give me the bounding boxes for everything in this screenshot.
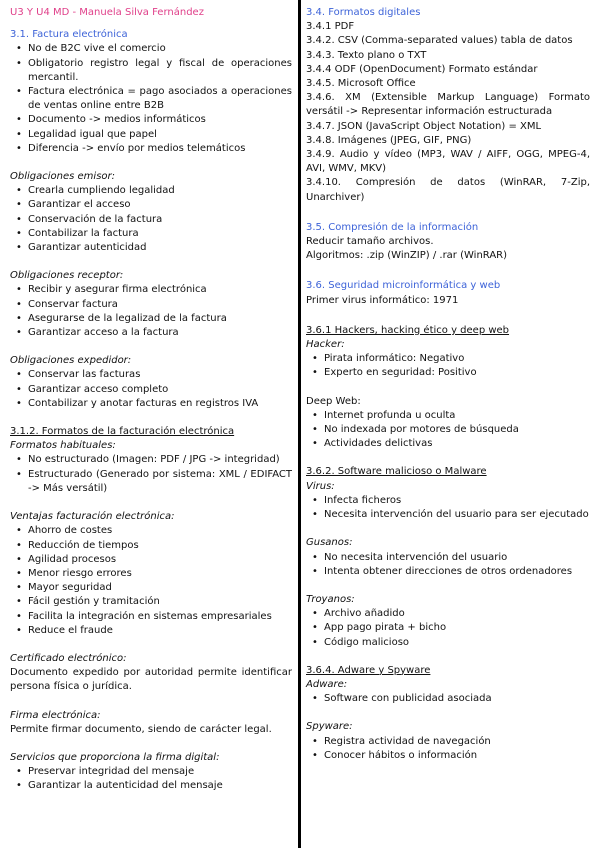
format-line: 3.4.3. Texto plano o TXT bbox=[306, 49, 427, 61]
deep-web-list bbox=[306, 409, 590, 452]
list-item: • Internet profunda u oculta bbox=[324, 409, 590, 423]
list-item: • Garantizar acceso a la factura bbox=[28, 326, 292, 340]
section-3-6-title: 3.6. Seguridad microinformática y web bbox=[306, 280, 501, 292]
section-3-6-2-title: 3.6.2. Software malicioso o Malware bbox=[306, 466, 487, 478]
servicios-title: Servicios que proporciona la firma digital: bbox=[10, 751, 220, 763]
formatos-habituales-title: Formatos habituales: bbox=[10, 440, 116, 452]
right-column bbox=[306, 6, 590, 763]
list-item: • Contabilizar la factura bbox=[28, 227, 292, 241]
deep-web-title: Deep Web: bbox=[306, 395, 361, 407]
list-item: • Facilita la integración en sistemas empresariales bbox=[28, 610, 292, 624]
list-item: • Garantizar autenticidad bbox=[28, 241, 292, 255]
list-item: • Infecta ficheros bbox=[324, 494, 590, 508]
list-item: • Diferencia -> envío por medios telemáticos bbox=[28, 142, 292, 156]
section-3-6-4-title: 3.6.4. Adware y Spyware bbox=[306, 664, 431, 676]
column-divider bbox=[298, 0, 301, 848]
list-item: • Obligatorio registro legal y fiscal de operaciones mercantil. bbox=[28, 57, 292, 85]
list-item: • Asegurarse de la legalizad de la factura bbox=[28, 312, 292, 326]
format-line: 3.4.10. Compresión de datos (WinRAR, 7-Zip, Unarchiver) bbox=[306, 177, 590, 203]
list-item: • Registra actividad de navegación bbox=[324, 735, 590, 749]
compresion-line: Reducir tamaño archivos. bbox=[306, 236, 434, 248]
obligaciones-receptor-list bbox=[10, 283, 292, 340]
list-item: • Actividades delictivas bbox=[324, 437, 590, 451]
format-line: 3.4.5. Microsoft Office bbox=[306, 78, 416, 90]
troyanos-title: Troyanos: bbox=[306, 593, 355, 605]
left-column bbox=[10, 6, 292, 794]
list-item: • Mayor seguridad bbox=[28, 581, 292, 595]
list-item: • Intenta obtener direcciones de otros ordenadores bbox=[324, 565, 590, 579]
ventajas-list bbox=[10, 524, 292, 638]
obligaciones-expedidor-list bbox=[10, 368, 292, 411]
obligaciones-receptor-title: Obligaciones receptor: bbox=[10, 270, 124, 282]
list-item: • App pago pirata + bicho bbox=[324, 621, 590, 635]
document-title: U3 Y U4 MD - Manuela Silva Fernández bbox=[10, 7, 204, 18]
list-item: • Garantizar la autenticidad del mensaje bbox=[28, 779, 292, 793]
list-item: • Código malicioso bbox=[324, 636, 590, 650]
obligaciones-emisor-title: Obligaciones emisor: bbox=[10, 171, 116, 183]
obligaciones-expedidor-title: Obligaciones expedidor: bbox=[10, 355, 132, 367]
servicios-list bbox=[10, 765, 292, 793]
section-3-1-2-title: 3.1.2. Formatos de la facturación electrónica bbox=[10, 426, 235, 438]
list-item: • Crearla cumpliendo legalidad bbox=[28, 184, 292, 198]
hacker-list bbox=[306, 352, 590, 380]
list-item: • No estructurado (Imagen: PDF / JPG -> integridad) bbox=[28, 453, 292, 467]
list-item: • Conservar las facturas bbox=[28, 368, 292, 382]
list-item: • Reduce el fraude bbox=[28, 624, 292, 638]
list-item: • Garantizar el acceso bbox=[28, 198, 292, 212]
format-line: 3.4.6. XM (Extensible Markup Language) Formato versátil -> Representar información estructurada bbox=[306, 92, 590, 118]
list-item: • Garantizar acceso completo bbox=[28, 383, 292, 397]
list-item: • No de B2C vive el comercio bbox=[28, 42, 292, 56]
list-item: • No necesita intervención del usuario bbox=[324, 551, 590, 565]
section-3-4-title: 3.4. Formatos digitales bbox=[306, 7, 421, 18]
format-line: 3.4.8. Imágenes (JPEG, GIF, PNG) bbox=[306, 134, 472, 146]
list-item: • Conocer hábitos o información bbox=[324, 749, 590, 763]
adware-title: Adware: bbox=[306, 678, 348, 690]
list-item: • Pirata informático: Negativo bbox=[324, 352, 590, 366]
gusanos-list bbox=[306, 551, 590, 579]
list-item: • Contabilizar y anotar facturas en registros IVA bbox=[28, 397, 292, 411]
list-item: • Menor riesgo errores bbox=[28, 567, 292, 581]
list-item: • No indexada por motores de búsqueda bbox=[324, 423, 590, 437]
list-item: • Archivo añadido bbox=[324, 607, 590, 621]
list-item: • Necesita intervención del usuario para ser ejecutado bbox=[324, 508, 590, 522]
list-item: • Reducción de tiempos bbox=[28, 539, 292, 553]
section-3-5-title: 3.5. Compresión de la información bbox=[306, 221, 479, 233]
section-3-6-1-title: 3.6.1 Hackers, hacking ético y deep web bbox=[306, 324, 510, 336]
certificado-text: Documento expedido por autoridad permite identificar persona física o jurídica. bbox=[10, 667, 292, 693]
gusanos-title: Gusanos: bbox=[306, 537, 353, 549]
list-item: • Ahorro de costes bbox=[28, 524, 292, 538]
formatos-habituales-list bbox=[10, 453, 292, 496]
list-item: • Conservación de la factura bbox=[28, 213, 292, 227]
list-item: • Factura electrónica = pago asociados a operaciones de ventas online entre B2B bbox=[28, 85, 292, 113]
format-line: 3.4.2. CSV (Comma-separated values) tabla de datos bbox=[306, 35, 573, 47]
list-item: • Estructurado (Generado por sistema: XML / EDIFACT -> Más versátil) bbox=[28, 468, 292, 496]
list-item: • Conservar factura bbox=[28, 298, 292, 312]
primer-virus-line: Primer virus informático: 1971 bbox=[306, 294, 459, 306]
format-line: 3.4.1 PDF bbox=[306, 21, 355, 33]
adware-list bbox=[306, 692, 590, 706]
list-item: • Preservar integridad del mensaje bbox=[28, 765, 292, 779]
spyware-title: Spyware: bbox=[306, 721, 353, 733]
virus-list bbox=[306, 494, 590, 522]
virus-title: Virus: bbox=[306, 480, 335, 492]
format-line: 3.4.7. JSON (JavaScript Object Notation) = XML bbox=[306, 120, 542, 132]
algoritmos-line: Algoritmos: .zip (WinZIP) / .rar (WinRAR) bbox=[306, 250, 508, 262]
list-item: • Recibir y asegurar firma electrónica bbox=[28, 283, 292, 297]
list-item: • Experto en seguridad: Positivo bbox=[324, 366, 590, 380]
hacker-title: Hacker: bbox=[306, 339, 345, 351]
ventajas-title: Ventajas facturación electrónica: bbox=[10, 511, 175, 523]
list-item: • Software con publicidad asociada bbox=[324, 692, 590, 706]
spyware-list bbox=[306, 735, 590, 763]
section-3-1-title: 3.1. Factura electrónica bbox=[10, 29, 128, 41]
format-line: 3.4.9. Audio y vídeo (MP3, WAV / AIFF, OGG, MPEG-4, AVI, WMV, MKV) bbox=[306, 149, 590, 175]
section-3-1-list bbox=[10, 42, 292, 156]
list-item: • Agilidad procesos bbox=[28, 553, 292, 567]
list-item: • Fácil gestión y tramitación bbox=[28, 595, 292, 609]
firma-text: Permite firmar documento, siendo de carácter legal. bbox=[10, 723, 272, 735]
firma-title: Firma electrónica: bbox=[10, 709, 101, 721]
list-item: • Legalidad igual que papel bbox=[28, 128, 292, 142]
obligaciones-emisor-list bbox=[10, 184, 292, 255]
troyanos-list bbox=[306, 607, 590, 650]
list-item: • Documento -> medios informáticos bbox=[28, 113, 292, 127]
format-line: 3.4.4 ODF (OpenDocument) Formato estándar bbox=[306, 63, 538, 75]
certificado-title: Certificado electrónico: bbox=[10, 652, 127, 664]
